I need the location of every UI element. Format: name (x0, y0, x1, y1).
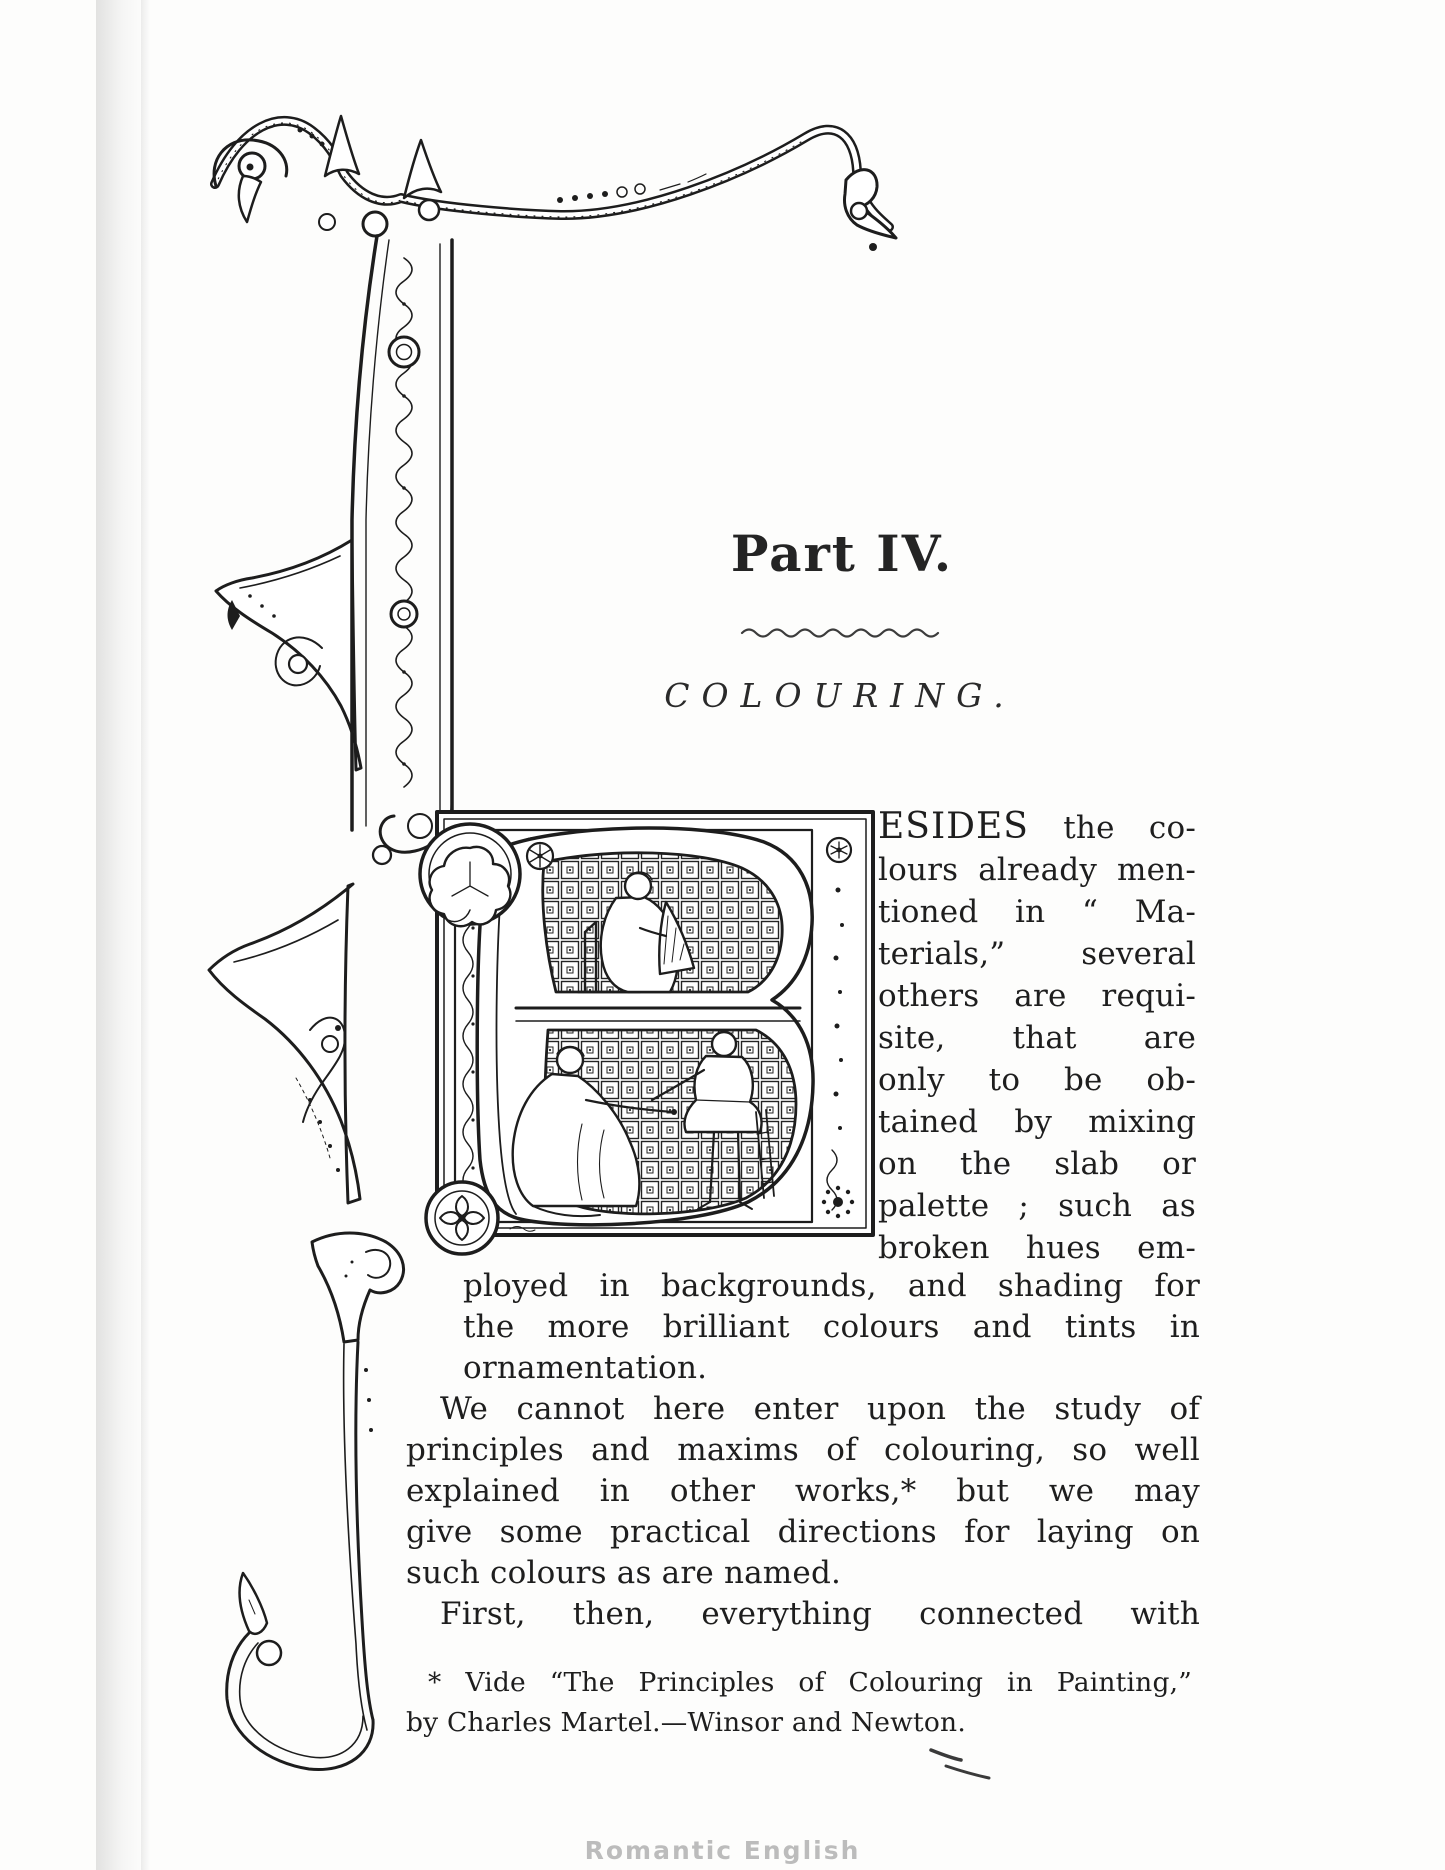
footnote-line: * Vide “The Principles of Colouring in Painting,” (428, 1667, 1192, 1698)
wavy-divider (740, 624, 944, 640)
paragraph-line: principles and maxims of colouring, so well (406, 1432, 1200, 1468)
body-paragraph-3 (406, 1594, 1200, 1635)
paragraph-line: tained by mixing (878, 1104, 1196, 1140)
paragraph-line: on the slab or (878, 1146, 1196, 1182)
paragraph-line: terials,” several (878, 936, 1196, 972)
page-edge-shadow (96, 0, 144, 1870)
part-heading: Part IV. (730, 524, 954, 583)
paragraph-line: give some practical directions for laying on (406, 1514, 1200, 1550)
body-narrow-column (878, 806, 1196, 1269)
footnote (406, 1663, 1192, 1743)
paragraph-line: site, that are (878, 1020, 1196, 1056)
page-edge-line (141, 0, 150, 1870)
paragraph-line: such colours as are named. (406, 1555, 842, 1591)
drop-cap-continuation: ESIDES (878, 806, 1029, 847)
body-wrap-block (463, 1266, 1200, 1389)
paragraph-line: First, then, everything connected with (440, 1596, 1200, 1632)
paragraph-line: ESIDES the co- (878, 806, 1196, 847)
paragraph-line: only to be ob- (878, 1062, 1196, 1098)
paragraph-line: the more brilliant colours and tints in (463, 1309, 1200, 1345)
section-heading: COLOURING. (664, 676, 1016, 715)
paragraph-line: lours already men- (878, 852, 1196, 888)
paragraph-line: We cannot here enter upon the study of (440, 1391, 1200, 1427)
paragraph-line: palette ; such as (878, 1188, 1196, 1224)
paragraph-line: ornamentation. (463, 1350, 708, 1386)
body-paragraph-2 (406, 1389, 1200, 1594)
paragraph-line: others are requi- (878, 978, 1196, 1014)
paragraph-line: ployed in backgrounds, and shading for (463, 1268, 1200, 1304)
pen-marks (915, 1740, 1025, 1790)
watermark: Romantic English (584, 1836, 861, 1865)
paragraph-line: broken hues em- (878, 1230, 1196, 1266)
paragraph-line: explained in other works,* but we may (406, 1473, 1200, 1509)
footnote-line: by Charles Martel.—Winsor and Newton. (406, 1707, 966, 1738)
paragraph-line: tioned in “ Ma- (878, 894, 1196, 930)
